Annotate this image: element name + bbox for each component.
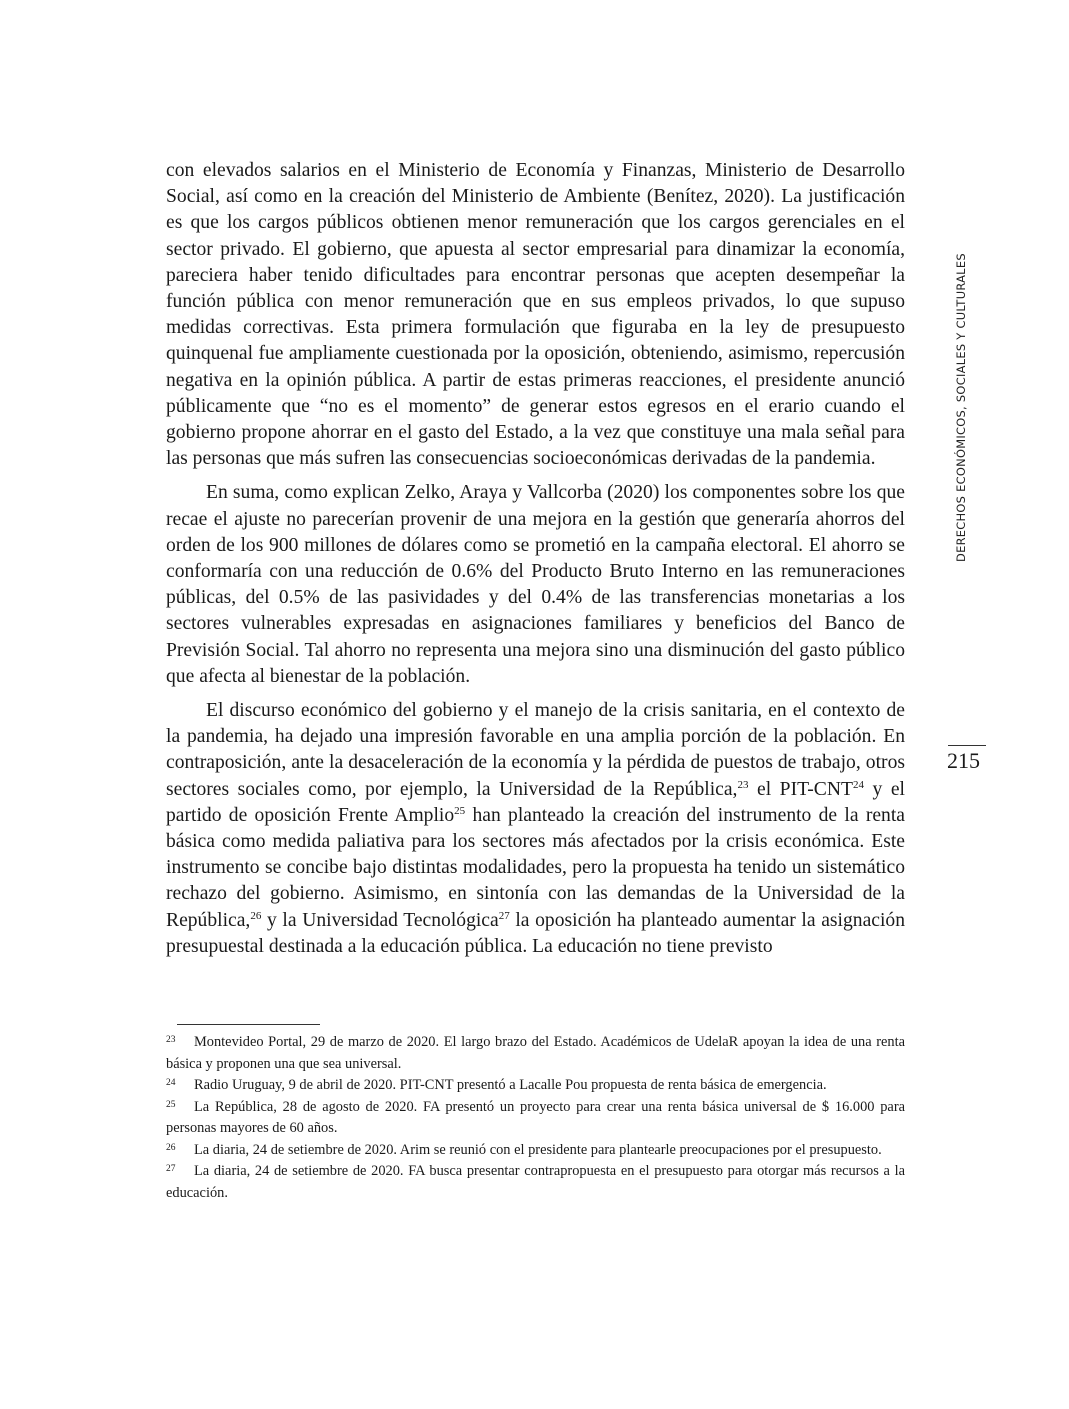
- paragraph-3-part-c: y el partido de oposición Frente Amplio: [166, 778, 906, 826]
- paragraph-3-part-e: y la Universidad Tecnológica: [261, 909, 499, 931]
- paragraph-3-part-f: la oposición ha planteado aumentar la asignación presupuestal destinada a la educación pública. La educación no tiene previsto: [166, 909, 905, 957]
- body-text: [166, 158, 905, 968]
- footnote-text: Radio Uruguay, 9 de abril de 2020. PIT-CNT presentó a Lacalle Pou propuesta de renta básica de emergencia.: [194, 1077, 827, 1093]
- footnote-26: 26 La diaria, 24 de setiembre de 2020. Arim se reunió con el presidente para plantearle preocupaciones por el presupuesto.: [166, 1141, 882, 1158]
- footnote-ref-27[interactable]: 27: [498, 909, 510, 922]
- footnote-text: La diaria, 24 de setiembre de 2020. FA busca presentar contrapropuesta en el presupuesto para otorgar más recursos a la educación.: [166, 1163, 905, 1201]
- footnote-27: 27 La diaria, 24 de setiembre de 2020. FA busca presentar contrapropuesta en el presupuesto para otorgar más recursos a la educación.: [166, 1163, 905, 1201]
- running-section-title: DERECHOS ECONÓMICOS, SOCIALES Y CULTURALES: [954, 253, 968, 562]
- footnote-25: 25 La República, 28 de agosto de 2020. FA presentó un proyecto para crear una renta básica universal de $ 16.000 para personas mayores de 60 años.: [166, 1098, 905, 1136]
- footnote-separator: [177, 1024, 320, 1025]
- paragraph-3-part-d: han planteado la creación del instrumento de la renta básica como medida paliativa para los sectores más afectados por la crisis económica. Este instrumento se concibe bajo distintas modalidades, pero la propuesta ha tenido un sistemático rechazo del gobierno. Asimismo, en sintonía con las demandas de la Universidad de la República,: [166, 804, 905, 931]
- page-number-rule: [948, 745, 986, 746]
- footnote-ref-24[interactable]: 24: [852, 778, 864, 791]
- paragraph-3-part-a: El discurso económico del gobierno y el manejo de la crisis sanitaria, en el contexto de la pandemia, ha dejado una impresión favorable en una amplia porción de la población. En contraposición, ante la desaceleración de la economía y la pérdida de puestos de trabajo, otros sectores sociales como, por ejemplo, la Universidad de la República,: [166, 700, 905, 800]
- footnote-24: 24 Radio Uruguay, 9 de abril de 2020. PIT-CNT presentó a Lacalle Pou propuesta de renta básica de emergencia.: [166, 1077, 827, 1093]
- footnote-text: La diaria, 24 de setiembre de 2020. Arim se reunió con el presidente para plantearle preocupaciones por el presupuesto.: [194, 1141, 882, 1158]
- footnote-ref-25[interactable]: 25: [454, 804, 466, 817]
- paragraph-3: [166, 698, 905, 960]
- paragraph-2: En suma, como explican Zelko, Araya y Vallcorba (2020) los componentes sobre los que recae el ajuste no parecerían provenir de una mejora en la gestión que generaría ahorros del orden de los 900 millones de dólares como se prometió en la campaña electoral. El ahorro se conformaría con una reducción de 0.6% del Producto Bruto Interno en las remuneraciones públicas, del 0.5% de las pasividades y del 0.4% de las transferencias monetarias a los sectores vulnerables expresadas en asignaciones familiares y beneficios del Banco de Previsión Social. Tal ahorro no representa una mejora sino una disminución del gasto público que afecta al bienestar de la población.: [166, 482, 905, 687]
- footnote-23: 23 Montevideo Portal, 29 de marzo de 2020. El largo brazo del Estado. Académicos de UdelaR apoyan la idea de una renta básica y proponen una que sea universal.: [166, 1034, 905, 1072]
- paragraph-1: con elevados salarios en el Ministerio de Economía y Finanzas, Ministerio de Desarrollo Social, así como en la creación del Ministerio de Ambiente (Benítez, 2020). La justificación es que los cargos públicos obtienen menor remuneración que los cargos gerenciales en el sector privado. El gobierno, que apuesta al sector empresarial para dinamizar la economía, pareciera haber tenido dificultades para encontrar personas que acepten desempeñar la función pública con menor remuneración que en sus empleos privados, lo que supuso medidas correctivas. Esta primera formulación que figuraba en la ley de presupuesto quinquenal fue ampliamente cuestionada por la oposición, obteniendo, asimismo, repercusión negativa en la opinión pública. A partir de estas primeras reacciones, el presidente anunció públicamente que “no es el momento” de generar estos egresos en el erario cuando el gobierno propone ahorrar en el gasto del Estado, a la vez que constituye una mala señal para las personas que más sufren las consecuencias socioeconómicas derivadas de la pandemia.: [166, 160, 905, 470]
- footnotes: [166, 1032, 905, 1204]
- footnote-text: La República, 28 de agosto de 2020. FA presentó un proyecto para crear una renta básica universal de $ 16.000 para personas mayores de 60 años.: [166, 1098, 905, 1136]
- footnote-ref-23[interactable]: 23: [737, 778, 749, 791]
- page-number: 215: [947, 748, 980, 773]
- footnote-ref-26[interactable]: 26: [250, 909, 262, 922]
- footnote-text: Montevideo Portal, 29 de marzo de 2020. El largo brazo del Estado. Académicos de UdelaR apoyan la idea de una renta básica y proponen una que sea universal.: [166, 1034, 905, 1072]
- paragraph-3-part-b: el PIT-CNT: [748, 778, 853, 800]
